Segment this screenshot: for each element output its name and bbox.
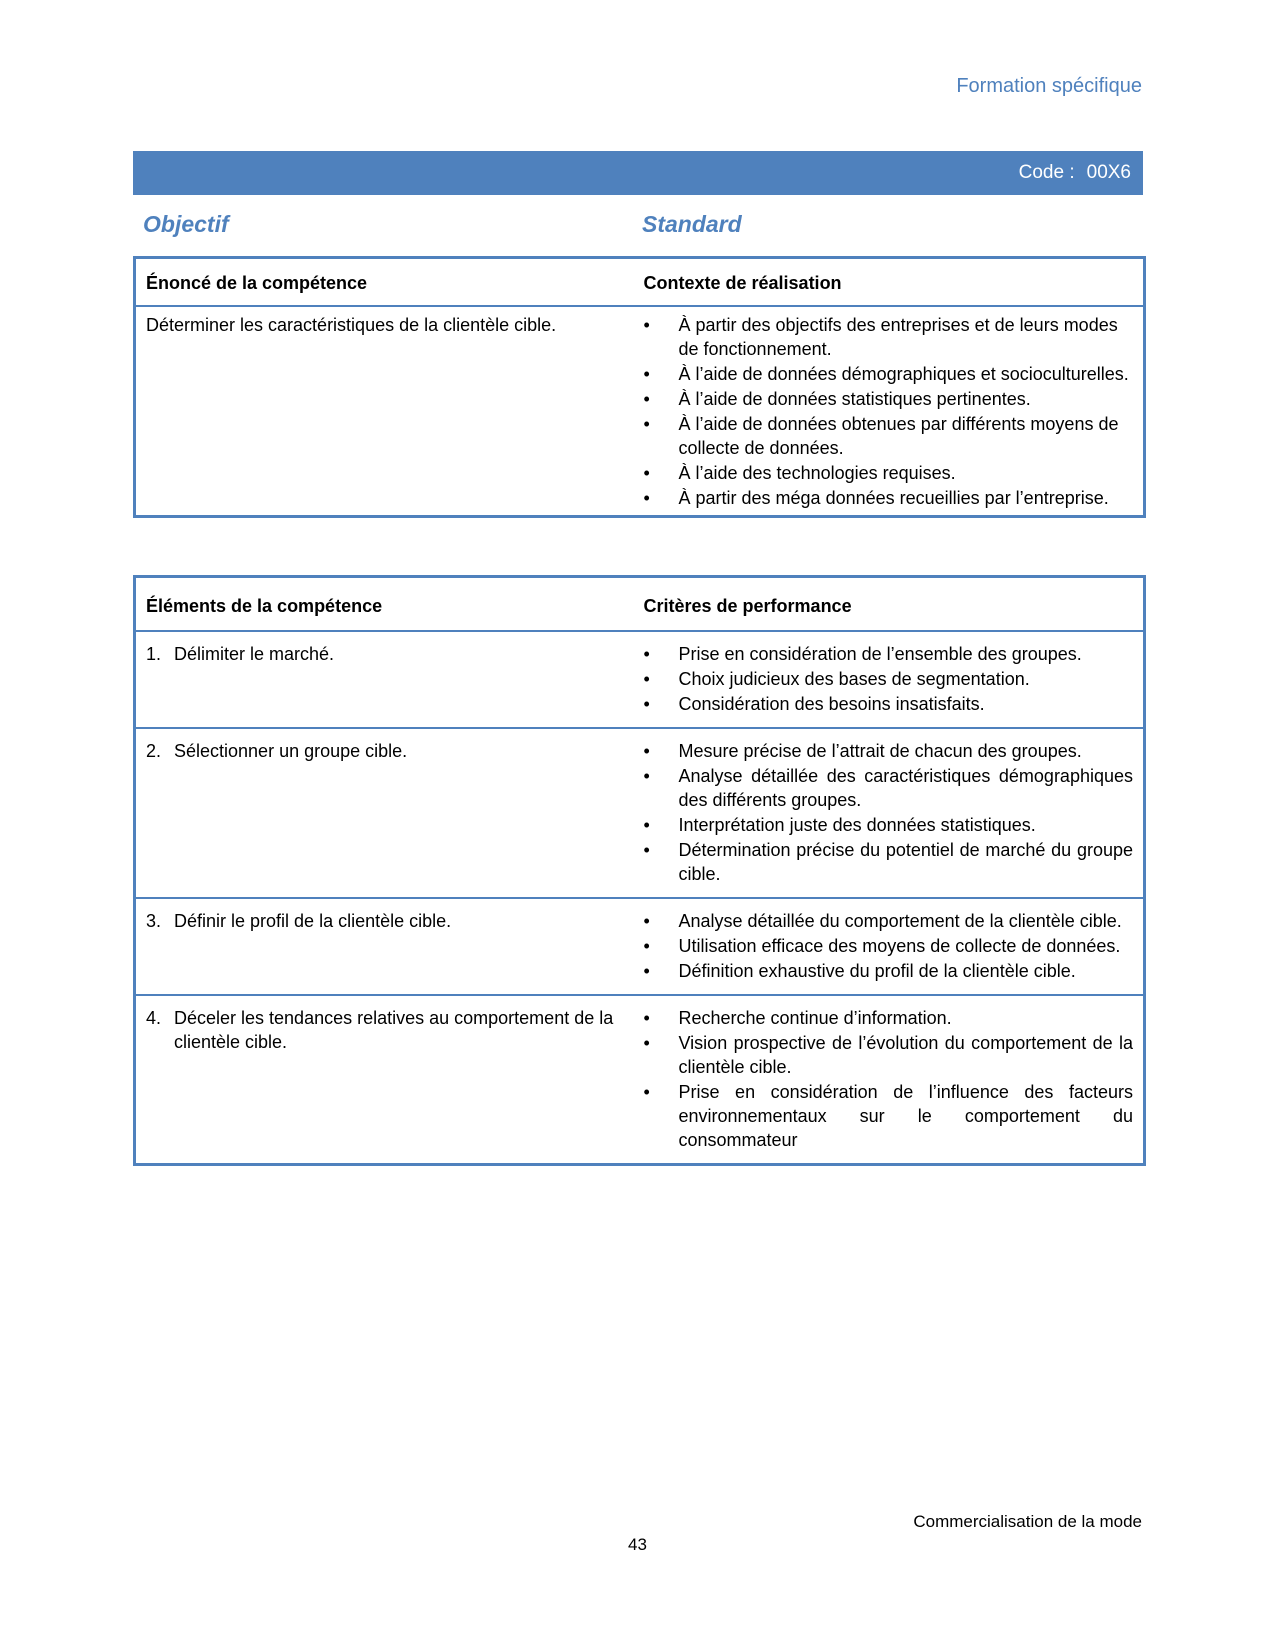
- element-cell: [135, 728, 634, 898]
- context-item: • À partir des méga données recueillies par l’entreprise.: [644, 486, 1134, 510]
- context-header: Contexte de réalisation: [634, 258, 1145, 307]
- criterion-item: • Prise en considération de l’influence des facteurs environnementaux sur le comportement du consommateur: [644, 1080, 1134, 1152]
- criterion-item: • Analyse détaillée du comportement de la clientèle cible.: [644, 909, 1134, 933]
- context-item: • À l’aide de données obtenues par différents moyens de collecte de données.: [644, 412, 1134, 460]
- element-cell: [135, 995, 634, 1165]
- context-item: • À l’aide de données statistiques pertinentes.: [644, 387, 1134, 411]
- criterion-item: • Prise en considération de l’ensemble des groupes.: [644, 642, 1134, 666]
- code-value: 00X6: [1086, 162, 1131, 183]
- criterion-item: • Choix judicieux des bases de segmentation.: [644, 667, 1134, 691]
- element-cell: [135, 631, 634, 728]
- element-text: Définir le profil de la clientèle cible.: [174, 911, 452, 931]
- code-bar: [133, 151, 1143, 195]
- competence-statement-header: Énoncé de la compétence: [135, 258, 634, 307]
- criteria-cell: [634, 728, 1145, 898]
- criteria-cell: [634, 995, 1145, 1165]
- criterion-item: • Mesure précise de l’attrait de chacun des groupes.: [644, 739, 1134, 763]
- criteria-cell: [634, 631, 1145, 728]
- element-number: 4.: [146, 1008, 162, 1028]
- element-text: Délimiter le marché.: [174, 644, 335, 664]
- page-number: 43: [628, 1535, 647, 1554]
- context-item: • À l’aide des technologies requises.: [644, 461, 1134, 485]
- code-label: Code :: [1018, 162, 1075, 183]
- context-list: [644, 313, 1134, 510]
- competence-table: [133, 256, 1146, 518]
- context-item: • À partir des objectifs des entreprises et de leurs modes de fonctionnement.: [644, 313, 1134, 361]
- table-row: [135, 995, 1145, 1165]
- objective-title: Objectif: [143, 211, 229, 237]
- criterion-item: • Vision prospective de l’évolution du comportement de la clientèle cible.: [644, 1031, 1134, 1079]
- criterion-item: • Analyse détaillée des caractéristiques démographiques des différents groupes.: [644, 764, 1134, 812]
- table-row: [135, 631, 1145, 728]
- element-number: 3.: [146, 911, 162, 931]
- criteria-cell: [634, 898, 1145, 995]
- table-row: [135, 728, 1145, 898]
- competence-statement: Déterminer les caractéristiques de la clientèle cible.: [146, 315, 557, 335]
- element-text: Sélectionner un groupe cible.: [174, 741, 408, 761]
- elements-table: [133, 575, 1146, 1166]
- context-cell: [634, 306, 1145, 517]
- element-number: 2.: [146, 741, 162, 761]
- element-number: 1.: [146, 644, 162, 664]
- element-cell: [135, 898, 634, 995]
- standard-title: Standard: [642, 211, 742, 237]
- criteria-list: [644, 909, 1134, 983]
- criteria-list: [644, 642, 1134, 716]
- criteria-list: [644, 1006, 1134, 1152]
- criterion-item: • Considération des besoins insatisfaits.: [644, 692, 1134, 716]
- criterion-item: • Utilisation efficace des moyens de collecte de données.: [644, 934, 1134, 958]
- elements-header: Éléments de la compétence: [135, 577, 634, 632]
- criteria-header: Critères de performance: [634, 577, 1145, 632]
- footer-program: Commercialisation de la mode: [913, 1512, 1142, 1531]
- table-row: [135, 898, 1145, 995]
- criterion-item: • Interprétation juste des données statistiques.: [644, 813, 1134, 837]
- criterion-item: • Définition exhaustive du profil de la clientèle cible.: [644, 959, 1134, 983]
- context-item: • À l’aide de données démographiques et socioculturelles.: [644, 362, 1134, 386]
- criterion-item: • Recherche continue d’information.: [644, 1006, 1134, 1030]
- element-text: Déceler les tendances relatives au comportement de la clientèle cible.: [174, 1008, 614, 1052]
- criterion-item: • Détermination précise du potentiel de marché du groupe cible.: [644, 838, 1134, 886]
- section-header: Formation spécifique: [956, 75, 1142, 97]
- criteria-list: [644, 739, 1134, 886]
